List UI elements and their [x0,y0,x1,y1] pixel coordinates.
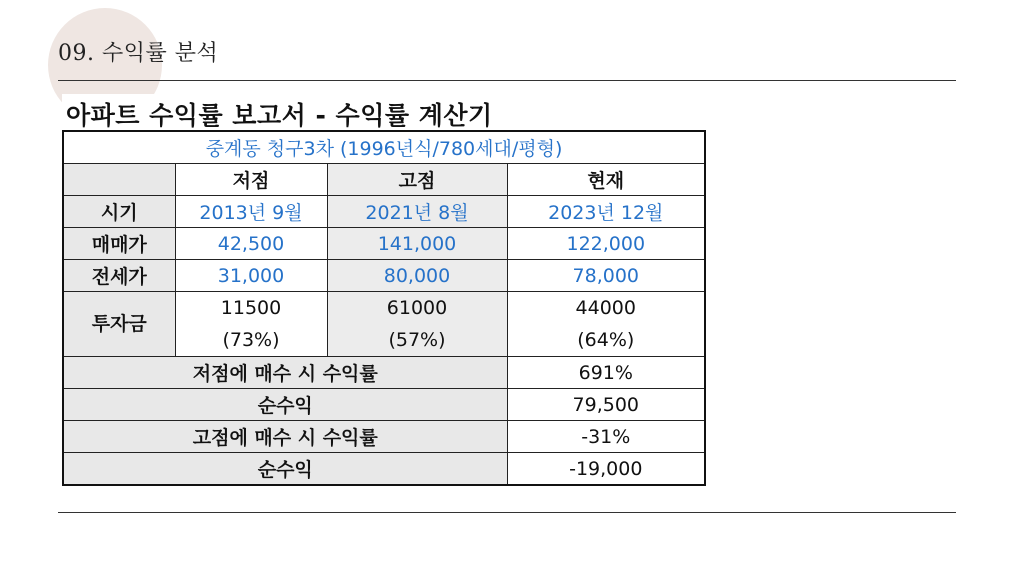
summary-row [63,453,705,486]
summary-row [63,389,705,421]
jeonse-low: 31,000 [175,260,327,292]
column-header-low: 저점 [175,164,327,196]
bottom-divider [58,512,956,513]
investment-high-ratio: (57%) [388,329,446,351]
period-low: 2013년 9월 [175,196,327,228]
header-row [63,164,705,196]
investment-low-amount: 11500 [220,297,282,319]
table-row [63,260,705,292]
sale-current: 122,000 [507,228,705,260]
period-high: 2021년 8월 [327,196,507,228]
report-title: 아파트 수익률 보고서 - 수익률 계산기 [66,101,493,130]
report-image [62,94,704,496]
period-current: 2023년 12월 [507,196,705,228]
jeonse-current: 78,000 [507,260,705,292]
row-label-jeonse: 전세가 [63,260,175,292]
investment-high [327,292,507,357]
sale-low: 42,500 [175,228,327,260]
row-label-investment: 투자금 [63,292,175,357]
summary-value-low-return: 691% [507,357,705,389]
row-label-sale: 매매가 [63,228,175,260]
summary-label-low-profit: 순수익 [63,389,507,421]
investment-high-amount: 61000 [386,297,448,319]
table-row [63,228,705,260]
summary-value-high-profit: -19,000 [507,453,705,486]
row-label-period: 시기 [63,196,175,228]
calculator-table [62,130,706,486]
summary-value-low-profit: 79,500 [507,389,705,421]
summary-label-high-profit: 순수익 [63,453,507,486]
report-subtitle: 중계동 청구3차 (1996년식/780세대/평형) [63,131,705,164]
column-header-current: 현재 [507,164,705,196]
summary-row [63,421,705,453]
table-row [63,196,705,228]
jeonse-high: 80,000 [327,260,507,292]
corner-cell [63,164,175,196]
investment-current-ratio: (64%) [577,329,635,351]
column-header-high: 고점 [327,164,507,196]
table-row [63,292,705,357]
summary-row [63,357,705,389]
top-divider [58,80,956,81]
subtitle-row [63,131,705,164]
slide-title: 09. 수익률 분석 [58,41,219,66]
investment-current-amount: 44000 [575,297,636,319]
summary-label-high-return: 고점에 매수 시 수익률 [63,421,507,453]
summary-label-low-return: 저점에 매수 시 수익률 [63,357,507,389]
investment-low-ratio: (73%) [222,329,280,351]
investment-low [175,292,327,357]
summary-value-high-return: -31% [507,421,705,453]
sale-high: 141,000 [327,228,507,260]
investment-current [507,292,705,357]
